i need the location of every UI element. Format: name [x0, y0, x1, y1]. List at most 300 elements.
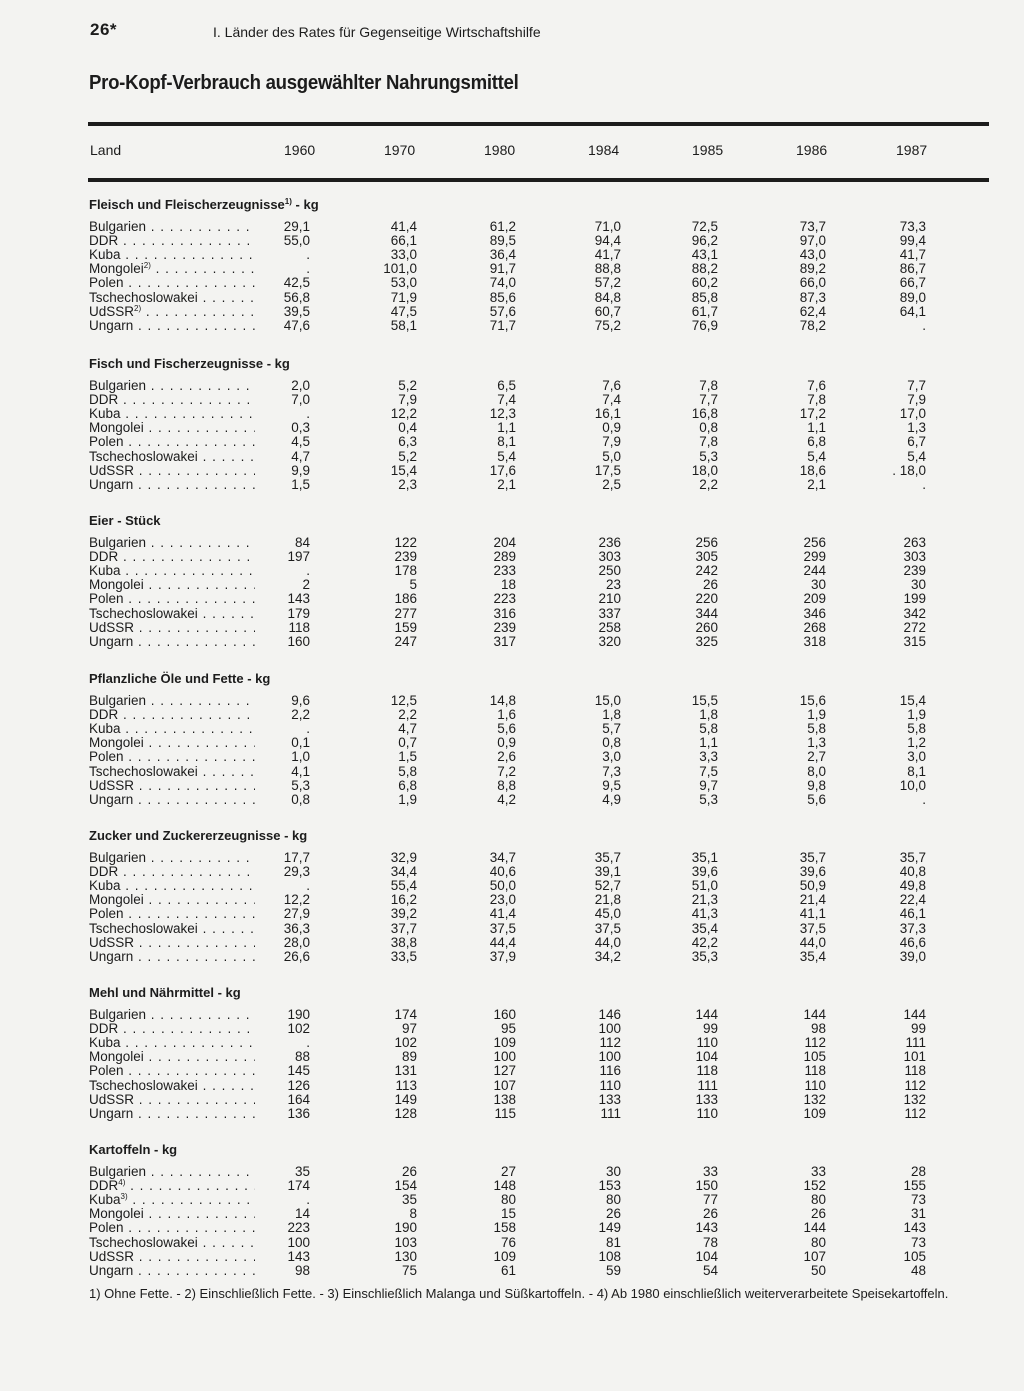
value-cell-1970: 113	[395, 1077, 417, 1093]
table-row	[0, 578, 1024, 592]
value-cell-1985: 26	[702, 577, 718, 593]
value-cell-1986: 209	[803, 591, 826, 607]
table-row	[0, 319, 1024, 333]
country-label	[89, 1079, 255, 1093]
value-cell-1980: 317	[493, 633, 516, 649]
value-cell-1960: .	[306, 261, 310, 277]
value-cell-1987: 1,9	[907, 707, 926, 723]
value-cell-1987: 37,3	[899, 920, 926, 936]
footnote: 1) Ohne Fette. - 2) Einschließlich Fette. - 3) Einschließlich Malanga und Süßkartoffeln. - 4) Ab 1980 einschließlich weiterverarbeitete Speisekartoffeln.	[89, 1286, 949, 1301]
value-cell-1984: 84,8	[594, 289, 621, 305]
value-cell-1980: 239	[493, 619, 516, 635]
value-cell-1987: 199	[903, 591, 926, 607]
value-cell-1970: 5,8	[398, 763, 417, 779]
value-cell-1980: 74,0	[489, 275, 516, 291]
value-cell-1986: 1,1	[807, 420, 826, 436]
country-label	[89, 936, 255, 950]
value-cell-1970: 178	[394, 563, 417, 579]
value-cell-1980: 8,8	[497, 777, 516, 793]
table-row	[0, 421, 1024, 435]
value-cell-1970: 8	[409, 1206, 417, 1222]
value-cell-1980: 1,1	[497, 420, 516, 436]
section-unit: - kg	[150, 1142, 178, 1157]
value-cell-1985: 7,5	[699, 763, 718, 779]
value-cell-1987: 144	[903, 1007, 926, 1022]
value-cell-1985: 3,3	[699, 749, 718, 765]
value-cell-1986: 18,6	[799, 462, 826, 478]
value-cell-1970: 33,5	[390, 948, 417, 964]
value-cell-1970: 154	[394, 1178, 417, 1194]
value-cell-1987: .	[922, 317, 926, 333]
value-cell-1985: 110	[696, 1035, 718, 1051]
value-cell-1987: .	[922, 476, 926, 492]
value-cell-1986: 66,0	[799, 275, 826, 291]
column-header-land: Land	[90, 142, 122, 158]
country-label	[89, 851, 255, 865]
value-cell-1985: 260	[695, 619, 718, 635]
value-cell-1987: .	[922, 791, 926, 807]
country-name: UdSSR	[89, 304, 135, 319]
column-header-1980: 1980	[484, 142, 516, 158]
value-cell-1986: 9,8	[807, 777, 826, 793]
table-row	[0, 1165, 1024, 1179]
section-title-text: Kartoffeln	[89, 1142, 151, 1157]
value-cell-1986: 78,2	[799, 317, 826, 333]
value-cell-1987: 342	[903, 605, 926, 621]
value-cell-1986: 268	[803, 619, 826, 635]
value-cell-1970: 2,3	[398, 476, 417, 492]
value-cell-1970: 89	[401, 1049, 417, 1065]
value-cell-1980: 34,7	[489, 850, 516, 865]
country-name: Kuba	[89, 564, 121, 579]
value-cell-1980: 15	[500, 1206, 516, 1222]
value-cell-1985: 7,7	[699, 392, 718, 408]
value-cell-1987: 1,2	[907, 735, 926, 751]
country-name: Polen	[89, 1221, 124, 1236]
country-name: Ungarn	[89, 1106, 134, 1121]
table-row	[0, 276, 1024, 290]
value-cell-1987: 1,3	[907, 420, 926, 436]
table-row	[0, 851, 1024, 865]
value-cell-1984: 35,7	[594, 850, 621, 865]
value-cell-1985: 26	[702, 1206, 718, 1222]
value-cell-1980: 204	[493, 535, 516, 550]
country-label	[89, 750, 255, 764]
value-cell-1970: 53,0	[390, 275, 417, 291]
country-name: Tschechoslowakei	[89, 606, 198, 621]
table-row	[0, 550, 1024, 564]
country-footnote-marker: 2)	[134, 304, 142, 313]
column-header-1985: 1985	[692, 142, 724, 158]
country-label	[89, 1236, 255, 1250]
value-cell-1970: 26	[401, 1164, 417, 1179]
value-cell-1960: .	[306, 247, 310, 263]
value-cell-1960: 118	[288, 619, 310, 635]
country-label	[89, 635, 255, 649]
value-cell-1970: 38,8	[390, 934, 417, 950]
running-head: I. Länder des Rates für Gegenseitige Wirtschaftshilfe	[213, 24, 541, 40]
value-cell-1980: 36,4	[489, 247, 516, 263]
country-name: Tschechoslowakei	[89, 1235, 198, 1250]
table-row	[0, 694, 1024, 708]
table-row	[0, 291, 1024, 305]
country-name: Kuba	[89, 722, 121, 737]
value-cell-1984: 15,0	[594, 693, 621, 708]
value-cell-1960: 5,3	[291, 777, 310, 793]
value-cell-1984: 4,9	[602, 791, 621, 807]
value-cell-1970: 5,2	[398, 378, 417, 393]
table-row	[0, 1236, 1024, 1250]
country-label	[89, 1264, 255, 1278]
value-cell-1986: 132	[803, 1091, 826, 1107]
country-name: Tschechoslowakei	[89, 290, 198, 305]
value-cell-1987: 48	[910, 1262, 926, 1278]
value-cell-1980: 115	[494, 1105, 516, 1121]
value-cell-1986: 1,9	[807, 707, 826, 723]
value-cell-1985: 96,2	[691, 233, 718, 249]
value-cell-1970: 239	[394, 549, 417, 565]
country-label	[89, 736, 255, 750]
value-cell-1984: 71,0	[594, 219, 621, 234]
value-cell-1980: 61	[500, 1262, 516, 1278]
value-cell-1985: 256	[695, 535, 718, 550]
country-name: DDR	[89, 865, 119, 880]
country-name: Kuba	[89, 879, 121, 894]
value-cell-1984: 250	[598, 563, 621, 579]
value-cell-1985: 118	[696, 1063, 718, 1079]
value-cell-1980: 95	[500, 1021, 516, 1037]
value-cell-1986: 43,0	[799, 247, 826, 263]
value-cell-1970: 174	[394, 1007, 417, 1022]
value-cell-1985: 60,2	[691, 275, 718, 291]
value-cell-1970: 2,2	[398, 707, 417, 723]
value-cell-1980: 37,9	[489, 948, 516, 964]
table-row	[0, 379, 1024, 393]
value-cell-1985: 325	[695, 633, 718, 649]
table-row	[0, 234, 1024, 248]
value-cell-1984: 44,0	[594, 934, 621, 950]
table-row	[0, 893, 1024, 907]
value-cell-1980: 107	[493, 1077, 516, 1093]
country-label	[89, 1036, 255, 1050]
country-label	[89, 879, 255, 893]
value-cell-1960: 136	[287, 1105, 310, 1121]
country-label	[89, 907, 255, 921]
value-cell-1985: 5,8	[699, 721, 718, 737]
section-unit: - kg	[263, 356, 290, 371]
value-cell-1984: 30	[605, 1164, 621, 1179]
value-cell-1984: 37,5	[594, 920, 621, 936]
table-row	[0, 765, 1024, 779]
value-cell-1980: 223	[493, 591, 516, 607]
country-label	[89, 248, 255, 262]
value-cell-1984: 0,8	[602, 735, 621, 751]
value-cell-1984: 16,1	[594, 406, 621, 422]
value-cell-1986: 73,7	[799, 219, 826, 234]
table-row	[0, 407, 1024, 421]
table-row	[0, 536, 1024, 550]
value-cell-1987: 155	[903, 1178, 926, 1194]
table-row	[0, 779, 1024, 793]
table-row	[0, 607, 1024, 621]
country-name: Polen	[89, 907, 124, 922]
value-cell-1960: 35	[294, 1164, 310, 1179]
section-unit: - kg	[243, 671, 271, 686]
value-cell-1980: 233	[493, 563, 516, 579]
value-cell-1984: 100	[598, 1021, 621, 1037]
value-cell-1985: 88,2	[691, 261, 718, 277]
value-cell-1987: 101	[903, 1049, 926, 1065]
value-cell-1960: 4,5	[291, 434, 310, 450]
section-title	[89, 513, 161, 528]
value-cell-1984: 258	[598, 619, 621, 635]
value-cell-1984: 7,9	[602, 434, 621, 450]
country-name: UdSSR	[89, 1092, 135, 1107]
country-label	[89, 1050, 255, 1064]
value-cell-1987: 17,0	[899, 406, 926, 422]
value-cell-1984: 108	[598, 1248, 621, 1264]
value-cell-1986: 6,8	[807, 434, 826, 450]
value-cell-1986: 39,6	[799, 864, 826, 880]
country-name: Bulgarien	[89, 220, 147, 234]
table-row	[0, 1193, 1024, 1207]
value-cell-1984: 236	[598, 535, 621, 550]
value-cell-1980: 12,3	[489, 406, 516, 422]
country-name: Kuba	[89, 1193, 121, 1208]
value-cell-1987: 35,7	[899, 850, 926, 865]
value-cell-1987: 303	[903, 549, 926, 565]
table-row	[0, 1022, 1024, 1036]
table-row	[0, 750, 1024, 764]
value-cell-1960: 126	[287, 1077, 310, 1093]
value-cell-1984: 45,0	[594, 906, 621, 922]
value-cell-1970: 12,2	[390, 406, 417, 422]
value-cell-1970: 55,4	[390, 878, 417, 894]
column-header-1970: 1970	[384, 142, 416, 158]
value-cell-1970: 0,4	[398, 420, 417, 436]
value-cell-1987: 66,7	[899, 275, 926, 291]
value-cell-1985: 35,4	[691, 920, 718, 936]
value-cell-1984: 94,4	[594, 233, 621, 249]
table-row	[0, 478, 1024, 492]
value-cell-1986: 152	[803, 1178, 826, 1194]
value-cell-1987: 99,4	[899, 233, 926, 249]
value-cell-1970: 149	[394, 1091, 417, 1107]
section-unit: - kg	[280, 828, 308, 843]
country-label	[89, 607, 255, 621]
value-cell-1970: 6,3	[398, 434, 417, 450]
country-label	[89, 708, 255, 722]
value-cell-1987: 5,4	[907, 448, 926, 464]
value-cell-1960: 2	[302, 577, 310, 593]
section-title-text: Zucker und Zuckererzeugnisse	[89, 828, 281, 843]
value-cell-1987: . 18,0	[892, 462, 926, 478]
country-label	[89, 450, 255, 464]
country-name: Kuba	[89, 407, 121, 422]
value-cell-1970: 0,7	[398, 735, 417, 751]
section-title	[89, 197, 319, 212]
country-name: Ungarn	[89, 1263, 134, 1278]
value-cell-1960: 223	[287, 1220, 310, 1236]
value-cell-1986: 98	[810, 1021, 826, 1037]
country-name: DDR	[89, 550, 119, 565]
value-cell-1970: 37,7	[390, 920, 417, 936]
value-cell-1960: 7,0	[291, 392, 310, 408]
table-row	[0, 1207, 1024, 1221]
value-cell-1960: 88	[294, 1049, 310, 1065]
value-cell-1970: 1,9	[398, 791, 417, 807]
table-row	[0, 248, 1024, 262]
table-row	[0, 722, 1024, 736]
value-cell-1984: 110	[599, 1077, 621, 1093]
country-label	[89, 1221, 255, 1235]
value-cell-1986: 5,8	[807, 721, 826, 737]
value-cell-1980: 85,6	[489, 289, 516, 305]
value-cell-1960: 1,5	[291, 476, 310, 492]
table-row	[0, 635, 1024, 649]
value-cell-1985: 51,0	[691, 878, 718, 894]
value-cell-1984: 146	[598, 1007, 621, 1022]
country-name: Tschechoslowakei	[89, 764, 198, 779]
value-cell-1970: 102	[394, 1035, 417, 1051]
value-cell-1986: 112	[804, 1035, 826, 1051]
value-cell-1960: .	[306, 721, 310, 737]
table-header-row	[88, 142, 989, 160]
table-row	[0, 1050, 1024, 1064]
value-cell-1970: 66,1	[390, 233, 417, 249]
value-cell-1960: 28,0	[283, 934, 310, 950]
value-cell-1980: 160	[493, 1007, 516, 1022]
value-cell-1985: 99	[702, 1021, 718, 1037]
value-cell-1970: 39,2	[390, 906, 417, 922]
value-cell-1985: 133	[695, 1091, 718, 1107]
value-cell-1985: 77	[702, 1192, 718, 1208]
value-cell-1970: 5	[409, 577, 417, 593]
value-cell-1985: 111	[697, 1077, 718, 1093]
value-cell-1980: 44,4	[489, 934, 516, 950]
value-cell-1987: 49,8	[899, 878, 926, 894]
value-cell-1960: 164	[287, 1091, 310, 1107]
value-cell-1960: 143	[287, 591, 310, 607]
value-cell-1960: 145	[287, 1063, 310, 1079]
value-cell-1980: 37,5	[489, 920, 516, 936]
value-cell-1986: 2,1	[807, 476, 826, 492]
country-name: Polen	[89, 1064, 124, 1079]
value-cell-1980: 5,4	[497, 448, 516, 464]
value-cell-1987: 112	[904, 1077, 926, 1093]
value-cell-1985: 220	[695, 591, 718, 607]
value-cell-1987: 132	[903, 1091, 926, 1107]
value-cell-1980: 316	[493, 605, 516, 621]
value-cell-1984: 34,2	[594, 948, 621, 964]
value-cell-1980: 57,6	[489, 303, 516, 319]
country-name: Bulgarien	[89, 1165, 147, 1179]
table-row	[0, 708, 1024, 722]
country-label	[89, 564, 255, 578]
country-label	[89, 421, 255, 435]
value-cell-1987: 143	[903, 1220, 926, 1236]
country-name: Ungarn	[89, 792, 134, 807]
value-cell-1985: 21,3	[691, 892, 718, 908]
value-cell-1985: 1,1	[699, 735, 718, 751]
value-cell-1985: 0,8	[699, 420, 718, 436]
value-cell-1985: 35,3	[691, 948, 718, 964]
value-cell-1960: 100	[287, 1234, 310, 1250]
country-label	[89, 779, 255, 793]
country-label	[89, 1064, 255, 1078]
table-row	[0, 435, 1024, 449]
value-cell-1970: 5,2	[398, 448, 417, 464]
value-cell-1970: 41,4	[390, 219, 417, 234]
value-cell-1986: 5,6	[807, 791, 826, 807]
value-cell-1987: 239	[903, 563, 926, 579]
value-cell-1984: 5,7	[602, 721, 621, 737]
country-name: Bulgarien	[89, 851, 147, 865]
country-footnote-marker: 2)	[143, 262, 151, 271]
table-row	[0, 262, 1024, 276]
value-cell-1984: 210	[598, 591, 621, 607]
value-cell-1984: 26	[605, 1206, 621, 1222]
value-cell-1970: 7,9	[398, 392, 417, 408]
value-cell-1986: 35,4	[799, 948, 826, 964]
table-row	[0, 592, 1024, 606]
value-cell-1986: 97,0	[799, 233, 826, 249]
value-cell-1985: 144	[695, 1007, 718, 1022]
value-cell-1970: 12,5	[390, 693, 417, 708]
value-cell-1970: 4,7	[398, 721, 417, 737]
country-label	[89, 722, 255, 736]
value-cell-1960: 2,2	[291, 707, 310, 723]
table-row	[0, 936, 1024, 950]
value-cell-1984: 0,9	[602, 420, 621, 436]
value-cell-1960: 160	[287, 633, 310, 649]
country-label	[89, 1093, 255, 1107]
value-cell-1987: 118	[904, 1063, 926, 1079]
country-name: Kuba	[89, 248, 121, 263]
value-cell-1985: 43,1	[691, 247, 718, 263]
value-cell-1986: 299	[803, 549, 826, 565]
country-name: Mongolei	[89, 1050, 144, 1065]
value-cell-1960: .	[306, 1035, 310, 1051]
country-name: Tschechoslowakei	[89, 921, 198, 936]
value-cell-1986: 50	[810, 1262, 826, 1278]
value-cell-1984: 111	[600, 1105, 621, 1121]
value-cell-1970: 128	[394, 1105, 417, 1121]
value-cell-1970: 247	[394, 633, 417, 649]
value-cell-1970: 190	[394, 1220, 417, 1236]
country-label	[89, 478, 255, 492]
table-row	[0, 450, 1024, 464]
value-cell-1986: 8,0	[807, 763, 826, 779]
column-header-1986: 1986	[796, 142, 828, 158]
value-cell-1980: 0,9	[497, 735, 516, 751]
table-row	[0, 1093, 1024, 1107]
value-cell-1984: 52,7	[594, 878, 621, 894]
value-cell-1984: 23	[605, 577, 621, 593]
value-cell-1985: 41,3	[691, 906, 718, 922]
value-cell-1980: 7,4	[497, 392, 516, 408]
value-cell-1986: 105	[803, 1049, 826, 1065]
value-cell-1970: 101,0	[383, 261, 417, 277]
section-unit: - Stück	[113, 513, 161, 528]
value-cell-1985: 344	[695, 605, 718, 621]
column-header-1987: 1987	[896, 142, 928, 158]
value-cell-1986: 30	[810, 577, 826, 593]
value-cell-1980: 6,5	[497, 378, 516, 393]
country-name: Mongolei	[89, 262, 144, 277]
value-cell-1985: 76,9	[691, 317, 718, 333]
value-cell-1984: 7,6	[602, 378, 621, 393]
